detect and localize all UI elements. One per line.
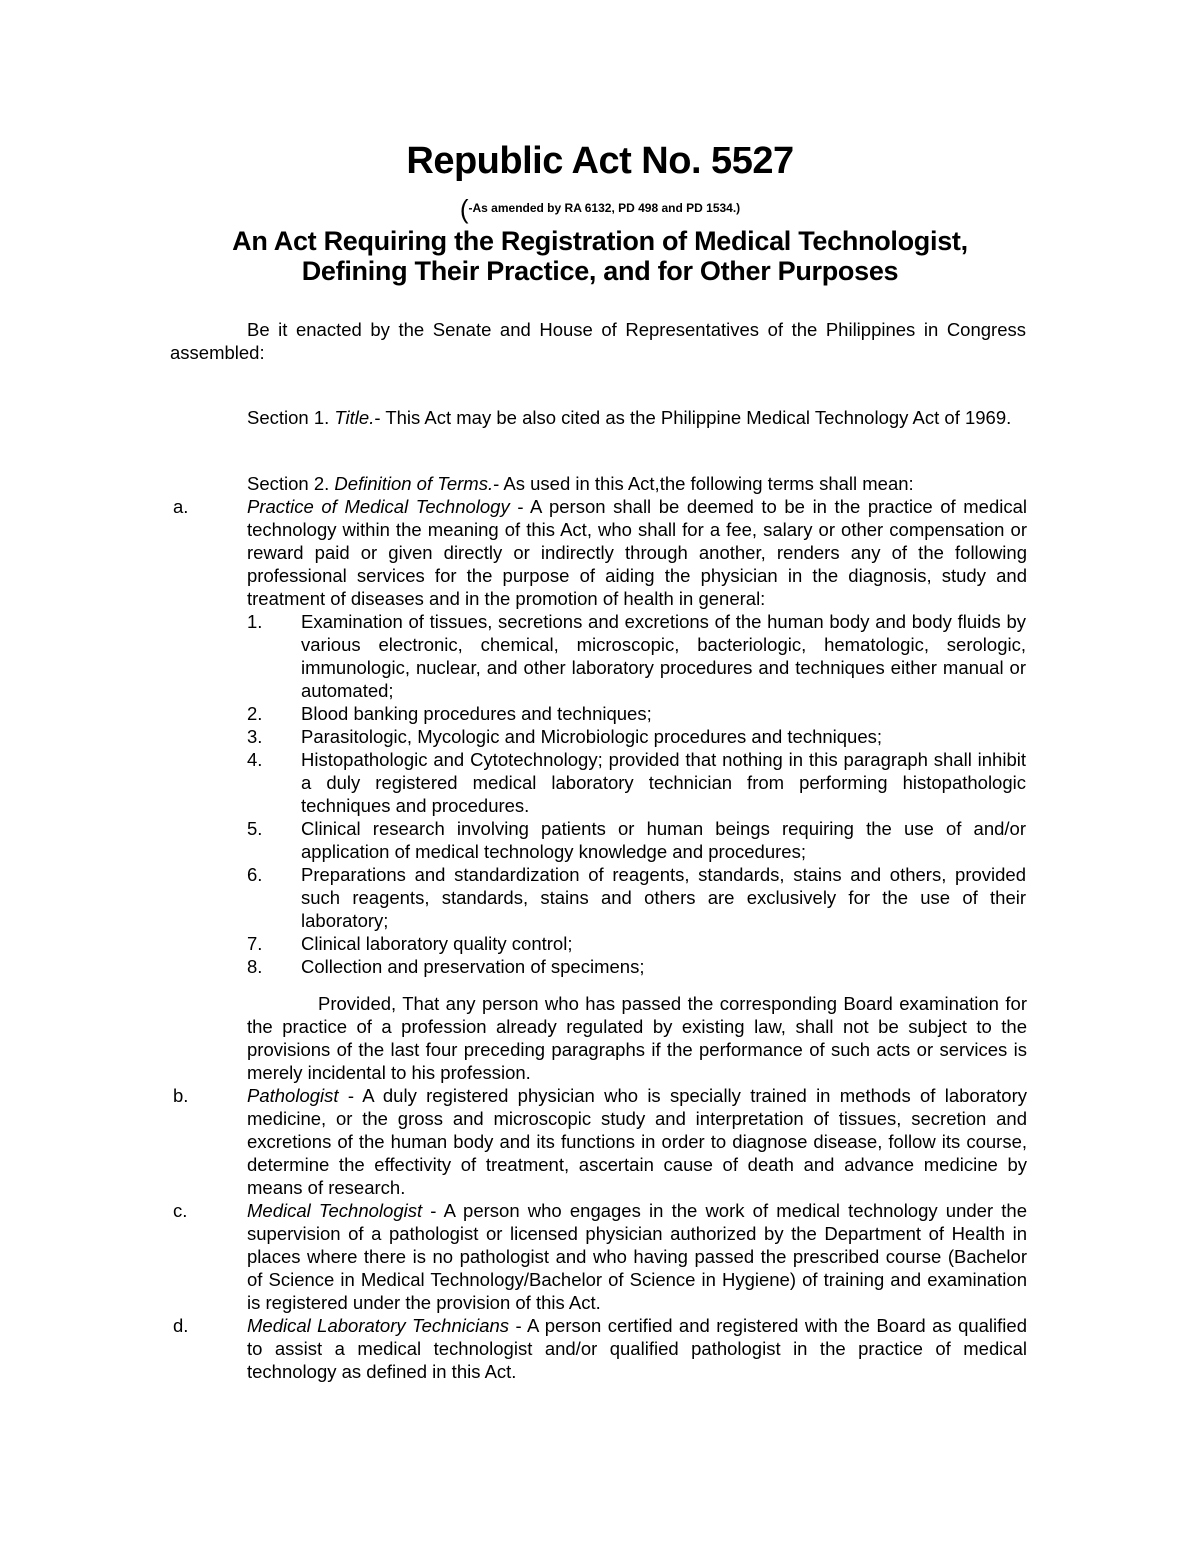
section-1-text: - This Act may be also cited as the Philippine Medical Technology Act of 1969.	[374, 407, 1012, 428]
definition-a	[247, 495, 1027, 610]
definition-text: - A person who engages in the work of medical technology under the supervision of a pathologist or licensed physician authorized by the Department of Health in places where there is no pathologist and who having passed the prescribed course (Bachelor of Science in Medical Technology/Bachelor of Science in Hygiene) of training and examination is registered under the provision of this Act.	[247, 1200, 1027, 1313]
proviso-paragraph: Provided, That any person who has passed the corresponding Board examination for the practice of a profession already regulated by existing law, shall not be subject to the provisions of the last four preceding paragraphs if the performance of such acts or services is merely incidental to his profession.	[247, 993, 1027, 1083]
amendment-text: -As amended by RA 6132, PD 498 and PD 1534.)	[468, 201, 741, 215]
enacting-clause: Be it enacted by the Senate and House of Representatives of the Philippines in Congress assembled:	[170, 319, 1026, 363]
definition-text: - A duly registered physician who is specially trained in methods of laboratory medicine, or the gross and microscopic study and interpretation of tissues, secretion and excretions of the human body and its functions in order to diagnose disease, follow its course, determine the effectivity of treatment, ascertain cause of death and advance medicine by means of research.	[247, 1085, 1027, 1198]
section-2-label: Section 2.	[247, 473, 335, 494]
service-number: 1.	[247, 611, 263, 632]
subtitle-line-2: Defining Their Practice, and for Other Purposes	[301, 256, 899, 286]
service-item: Histopathologic and Cytotechnology; provided that nothing in this paragraph shall inhibit a duly registered medical laboratory technician from performing histopathologic techniques and procedures.	[301, 749, 1026, 816]
service-number: 6.	[247, 864, 263, 885]
definition-c	[247, 1199, 1027, 1314]
service-number: 3.	[247, 726, 263, 747]
definition-letter: a.	[173, 496, 189, 517]
definition-letter: b.	[173, 1085, 189, 1106]
service-item: Parasitologic, Mycologic and Microbiologic procedures and techniques;	[301, 726, 883, 747]
definition-term: Pathologist	[247, 1085, 339, 1106]
service-item: Collection and preservation of specimens;	[301, 956, 645, 977]
service-item: Examination of tissues, secretions and excretions of the human body and body fluids by various electronic, chemical, microscopic, bacteriologic, hematologic, serologic, immunologic, nuclear, and other laboratory procedures and techniques either manual or automated;	[301, 611, 1026, 701]
section-2-heading: Definition of Terms.	[334, 473, 494, 494]
definition-text: - A person certified and registered with the Board as qualified to assist a medical technologist and/or qualified pathologist in the practice of medical technology as defined in this Act.	[247, 1315, 1027, 1382]
amendment-note	[0, 194, 1200, 225]
definition-d	[247, 1314, 1027, 1383]
definition-b	[247, 1084, 1027, 1199]
section-1-label: Section 1.	[247, 407, 335, 428]
definition-letter: c.	[173, 1200, 188, 1221]
definition-text: - A person shall be deemed to be in the practice of medical technology within the meaning of this Act, who shall for a fee, salary or other compensation or reward paid or given directly or indirectly through another, renders any of the following professional services for the purpose of aiding the physician in the diagnosis, study and treatment of diseases and in the promotion of health in general:	[247, 496, 1027, 609]
definition-term: Medical Laboratory Technicians	[247, 1315, 510, 1336]
section-2-text: - As used in this Act,the following terms shall mean:	[493, 473, 914, 494]
service-number: 7.	[247, 933, 263, 954]
definition-letter: d.	[173, 1315, 189, 1336]
service-number: 5.	[247, 818, 263, 839]
service-item: Preparations and standardization of reagents, standards, stains and others, provided such reagents, standards, stains and others are exclusively for the use of their laboratory;	[301, 864, 1026, 931]
service-number: 8.	[247, 956, 263, 977]
subtitle-line-1: An Act Requiring the Registration of Medical Technologist,	[232, 226, 968, 256]
service-item: Blood banking procedures and techniques;	[301, 703, 652, 724]
definition-term: Practice of Medical Technology	[247, 496, 510, 517]
service-number: 4.	[247, 749, 263, 770]
amendment-paren: (	[459, 194, 469, 224]
service-item: Clinical research involving patients or human beings requiring the use of and/or application of medical technology knowledge and procedures;	[301, 818, 1026, 862]
document-title: Republic Act No. 5527	[406, 140, 794, 182]
section-1	[170, 406, 1026, 429]
section-2	[247, 472, 1027, 495]
section-1-heading: Title.	[334, 407, 375, 428]
service-number: 2.	[247, 703, 263, 724]
service-item: Clinical laboratory quality control;	[301, 933, 573, 954]
definition-term: Medical Technologist	[247, 1200, 423, 1221]
